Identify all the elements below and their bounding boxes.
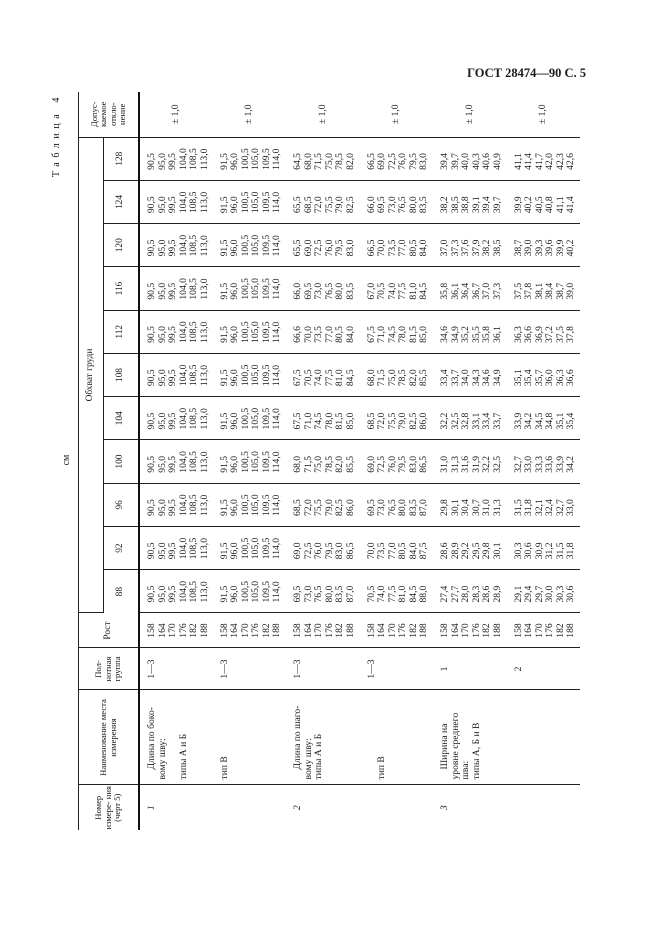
measurement-values: 29,8 30,1 30,4 30,7 31,0 31,3: [433, 483, 507, 526]
measurement-name-line: Ширина на: [439, 723, 450, 770]
measurement-name-line: вому шву:: [302, 738, 314, 780]
measurement-number: 2: [292, 805, 303, 811]
measurement-values: 69,5 73,0 76,5 80,0 83,5 87,0: [286, 570, 360, 613]
measurement-values: 90,5 95,0 99,5 104,0 108,5 113,0: [139, 267, 213, 310]
measurement-values: 69,0 72,5 76,0 79,5 83,0 86,5: [286, 526, 360, 569]
measurement-name-line: уровне среднего: [449, 712, 461, 780]
measurement-values: 91,5 96,0 100,5 105,0 109,5 114,0: [213, 180, 287, 223]
measurement-name: [433, 690, 507, 785]
measurement-values: 32,2 32,5 32,8 33,1 33,4 33,7: [433, 397, 507, 440]
measurement-values: 67,5 71,0 74,5 78,0 81,5 85,0: [286, 397, 360, 440]
tolerance-value: ± 1,0: [213, 92, 287, 137]
measurement-values: 38,2 38,5 38,8 39,1 39,4 39,7: [433, 180, 507, 223]
height-values: 158 164 170 176 182 188: [213, 613, 287, 648]
measurement-values: 66,0 69,5 73,0 76,5 80,0 83,5: [286, 267, 360, 310]
measurement-values: 68,5 72,0 75,5 79,0 82,5 86,0: [286, 483, 360, 526]
tolerance-value: ± 1,0: [360, 92, 434, 137]
measurement-values: 91,5 96,0 100,5 105,0 109,5 114,0: [213, 310, 287, 353]
measurement-values: 32,7 33,0 33,3 33,6 33,9 34,2: [507, 440, 581, 483]
measurement-name: [213, 690, 287, 785]
fullness-group: 1—3: [286, 648, 360, 690]
measurement-values: 33,9 34,2 34,5 34,8 35,1 35,4: [507, 397, 581, 440]
measurement-values: 67,5 70,5 74,0 77,5 81,0 84,5: [286, 353, 360, 396]
height-values: 158 164 170 176 182 188: [433, 613, 507, 648]
measurement-values: 90,5 95,0 99,5 104,0 108,5 113,0: [139, 570, 213, 613]
measurement-values: 91,5 96,0 100,5 105,0 109,5 114,0: [213, 397, 287, 440]
measurement-values: 90,5 95,0 99,5 104,0 108,5 113,0: [139, 137, 213, 180]
header-chest: Обхват груди: [79, 137, 104, 613]
measurement-name-line: Длина по боко-: [146, 707, 157, 770]
measurement-values: 68,0 71,5 75,0 78,5 82,0 85,5: [286, 440, 360, 483]
header-chest-size: 108: [104, 353, 140, 396]
fullness-group: 1: [433, 648, 507, 690]
measurement-name-line: типы А и Б: [177, 733, 189, 780]
measurement-number: [507, 785, 581, 830]
measurement-name: [360, 690, 434, 785]
measurement-values: 70,5 74,0 77,5 81,0 84,5 88,0: [360, 570, 434, 613]
measurement-values: 90,5 95,0 99,5 104,0 108,5 113,0: [139, 483, 213, 526]
measurement-values: 91,5 96,0 100,5 105,0 109,5 114,0: [213, 526, 287, 569]
measurement-number: 1: [146, 805, 157, 811]
measurement-values: 64,5 68,0 71,5 75,0 78,5 82,0: [286, 137, 360, 180]
measurement-values: 39,9 40,2 40,5 40,8 41,1 41,4: [507, 180, 581, 223]
table-row: [507, 92, 581, 830]
measurement-name-line: типы А, Б и В: [470, 722, 482, 780]
unit-label: см: [61, 454, 72, 466]
measurement-values: 91,5 96,0 100,5 105,0 109,5 114,0: [213, 267, 287, 310]
measurement-values: 91,5 96,0 100,5 105,0 109,5 114,0: [213, 353, 287, 396]
page-header: ГОСТ 28474—90 С. 5: [467, 66, 586, 80]
measurement-values: 38,7 39,0 39,3 39,6 39,9 40,2: [507, 224, 581, 267]
measurement-values: 67,0 70,5 74,0 77,5 81,0 84,5: [360, 267, 434, 310]
measurement-name-line: вому шву:: [156, 738, 168, 780]
measurement-name: [286, 690, 360, 785]
measurement-name: [507, 690, 581, 785]
measurement-values: 67,5 71,0 74,5 78,0 81,5 85,0: [360, 310, 434, 353]
measurement-values: 90,5 95,0 99,5 104,0 108,5 113,0: [139, 526, 213, 569]
measurement-values: 68,5 72,0 75,5 79,0 82,5 86,0: [360, 397, 434, 440]
measurement-values: 66,0 69,5 73,0 76,5 80,0 83,5: [360, 180, 434, 223]
tolerance-value: ± 1,0: [139, 92, 213, 137]
measurement-values: 90,5 95,0 99,5 104,0 108,5 113,0: [139, 353, 213, 396]
measurement-values: 29,1 29,4 29,7 30,0 30,3 30,6: [507, 570, 581, 613]
height-values: 158 164 170 176 182 188: [286, 613, 360, 648]
header-height: Рост: [79, 613, 140, 648]
measurement-values: 31,0 31,3 31,6 31,9 32,2 32,5: [433, 440, 507, 483]
measurement-values: 69,0 72,5 76,0 79,5 83,0 86,5: [360, 440, 434, 483]
measurement-values: 91,5 96,0 100,5 105,0 109,5 114,0: [213, 224, 287, 267]
measurement-values: 90,5 95,0 99,5 104,0 108,5 113,0: [139, 224, 213, 267]
measurement-values: 90,5 95,0 99,5 104,0 108,5 113,0: [139, 397, 213, 440]
measurement-values: 31,5 31,8 32,1 32,4 32,7 33,0: [507, 483, 581, 526]
measurement-number: 3: [439, 805, 450, 811]
fullness-group: 1—3: [360, 648, 434, 690]
measurement-number: [213, 785, 287, 830]
table-row: [213, 92, 287, 830]
measurement-values: 65,5 68,5 72,0 75,5 79,0 82,5: [286, 180, 360, 223]
measurement-values: 66,6 70,0 73,5 77,0 80,5 84,0: [286, 310, 360, 353]
header-tolerance: Допус- каемое откло- нение: [79, 92, 140, 137]
header-name: Наименование места измерения: [79, 690, 140, 785]
measurement-values: 34,6 34,9 35,2 35,5 35,8 36,1: [433, 310, 507, 353]
measurement-name: [139, 690, 213, 785]
measurement-values: 91,5 96,0 100,5 105,0 109,5 114,0: [213, 137, 287, 180]
header-chest-size: 116: [104, 267, 140, 310]
table-row: [433, 92, 507, 830]
height-values: 158 164 170 176 182 188: [139, 613, 213, 648]
measurement-name-line: [168, 693, 179, 780]
measurement-values: 41,1 41,4 41,7 42,0 42,3 42,6: [507, 137, 581, 180]
measurement-values: 30,3 30,6 30,9 31,2 31,5 31,8: [507, 526, 581, 569]
measurement-number: [360, 785, 434, 830]
fullness-group: 2: [507, 648, 581, 690]
measurement-values: 35,8 36,1 36,4 36,7 37,0 37,3: [433, 267, 507, 310]
height-values: 158 164 170 176 182 188: [507, 613, 581, 648]
measurement-values: 35,1 35,4 35,7 36,0 36,3 36,6: [507, 353, 581, 396]
measurement-name-line: типы А и Б: [313, 733, 324, 780]
measurement-table-container: [78, 92, 585, 830]
table-body: [139, 92, 580, 830]
header-chest-size: 104: [104, 397, 140, 440]
measurement-values: 37,0 37,3 37,6 37,9 38,2 38,5: [433, 224, 507, 267]
measurement-name-line: Длина по шаго-: [292, 705, 303, 770]
measurement-values: 37,5 37,8 38,1 38,4 38,7 39,0: [507, 267, 581, 310]
measurement-values: 66,5 70,0 73,5 77,0 80,5 84,0: [360, 224, 434, 267]
measurement-name-line: тип В: [218, 756, 230, 780]
measurement-values: 91,5 96,0 100,5 105,0 109,5 114,0: [213, 483, 287, 526]
header-chest-size: 128: [104, 137, 140, 180]
measurement-values: 69,5 73,0 76,5 80,0 83,5 87,0: [360, 483, 434, 526]
header-chest-size: 100: [104, 440, 140, 483]
tolerance-value: ± 1,0: [286, 92, 360, 137]
measurement-name-line: тип В: [376, 756, 387, 780]
table-row: [360, 92, 434, 830]
measurement-values: 70,0 73,5 77,0 80,5 84,0 87,5: [360, 526, 434, 569]
measurement-values: 28,6 28,9 29,2 29,5 29,8 30,1: [433, 526, 507, 569]
measurement-values: 68,0 71,5 75,0 78,5 82,0 85,5: [360, 353, 434, 396]
header-chest-size: 92: [104, 526, 140, 569]
measurement-values: 65,5 69,0 72,5 76,0 79,5 83,0: [286, 224, 360, 267]
measurement-values: 66,5 69,0 72,5 76,0 79,5 83,0: [360, 137, 434, 180]
measurement-values: 33,4 33,7 34,0 34,3 34,6 34,9: [433, 353, 507, 396]
header-number: Номер измере- ния (черт 5): [79, 785, 140, 830]
table-row: [139, 92, 213, 830]
measurement-name-line: шва:: [460, 760, 471, 780]
measurement-values: 36,3 36,6 36,9 37,2 37,5 37,8: [507, 310, 581, 353]
header-group: Пол- нотная группа: [79, 648, 140, 690]
fullness-group: 1—3: [213, 648, 287, 690]
measurement-values: 27,4 27,7 28,0 28,3 28,6 28,9: [433, 570, 507, 613]
table-label: Таблица 4: [51, 93, 62, 178]
tolerance-value: ± 1,0: [507, 92, 581, 137]
measurement-values: 91,5 96,0 100,5 105,0 109,5 114,0: [213, 570, 287, 613]
tolerance-value: ± 1,0: [433, 92, 507, 137]
header-chest-size: 124: [104, 180, 140, 223]
measurement-values: 39,4 39,7 40,0 40,3 40,6 40,9: [433, 137, 507, 180]
header-chest-size: 120: [104, 224, 140, 267]
measurement-values: 90,5 95,0 99,5 104,0 108,5 113,0: [139, 180, 213, 223]
table-row: [286, 92, 360, 830]
measurement-values: 90,5 95,0 99,5 104,0 108,5 113,0: [139, 310, 213, 353]
header-chest-size: 96: [104, 483, 140, 526]
header-chest-size: 88: [104, 570, 140, 613]
measurement-values: 90,5 95,0 99,5 104,0 108,5 113,0: [139, 440, 213, 483]
height-values: 158 164 170 176 182 188: [360, 613, 434, 648]
fullness-group: 1—3: [139, 648, 213, 690]
measurement-table: [78, 92, 580, 830]
header-chest-size: 112: [104, 310, 140, 353]
measurement-values: 91,5 96,0 100,5 105,0 109,5 114,0: [213, 440, 287, 483]
